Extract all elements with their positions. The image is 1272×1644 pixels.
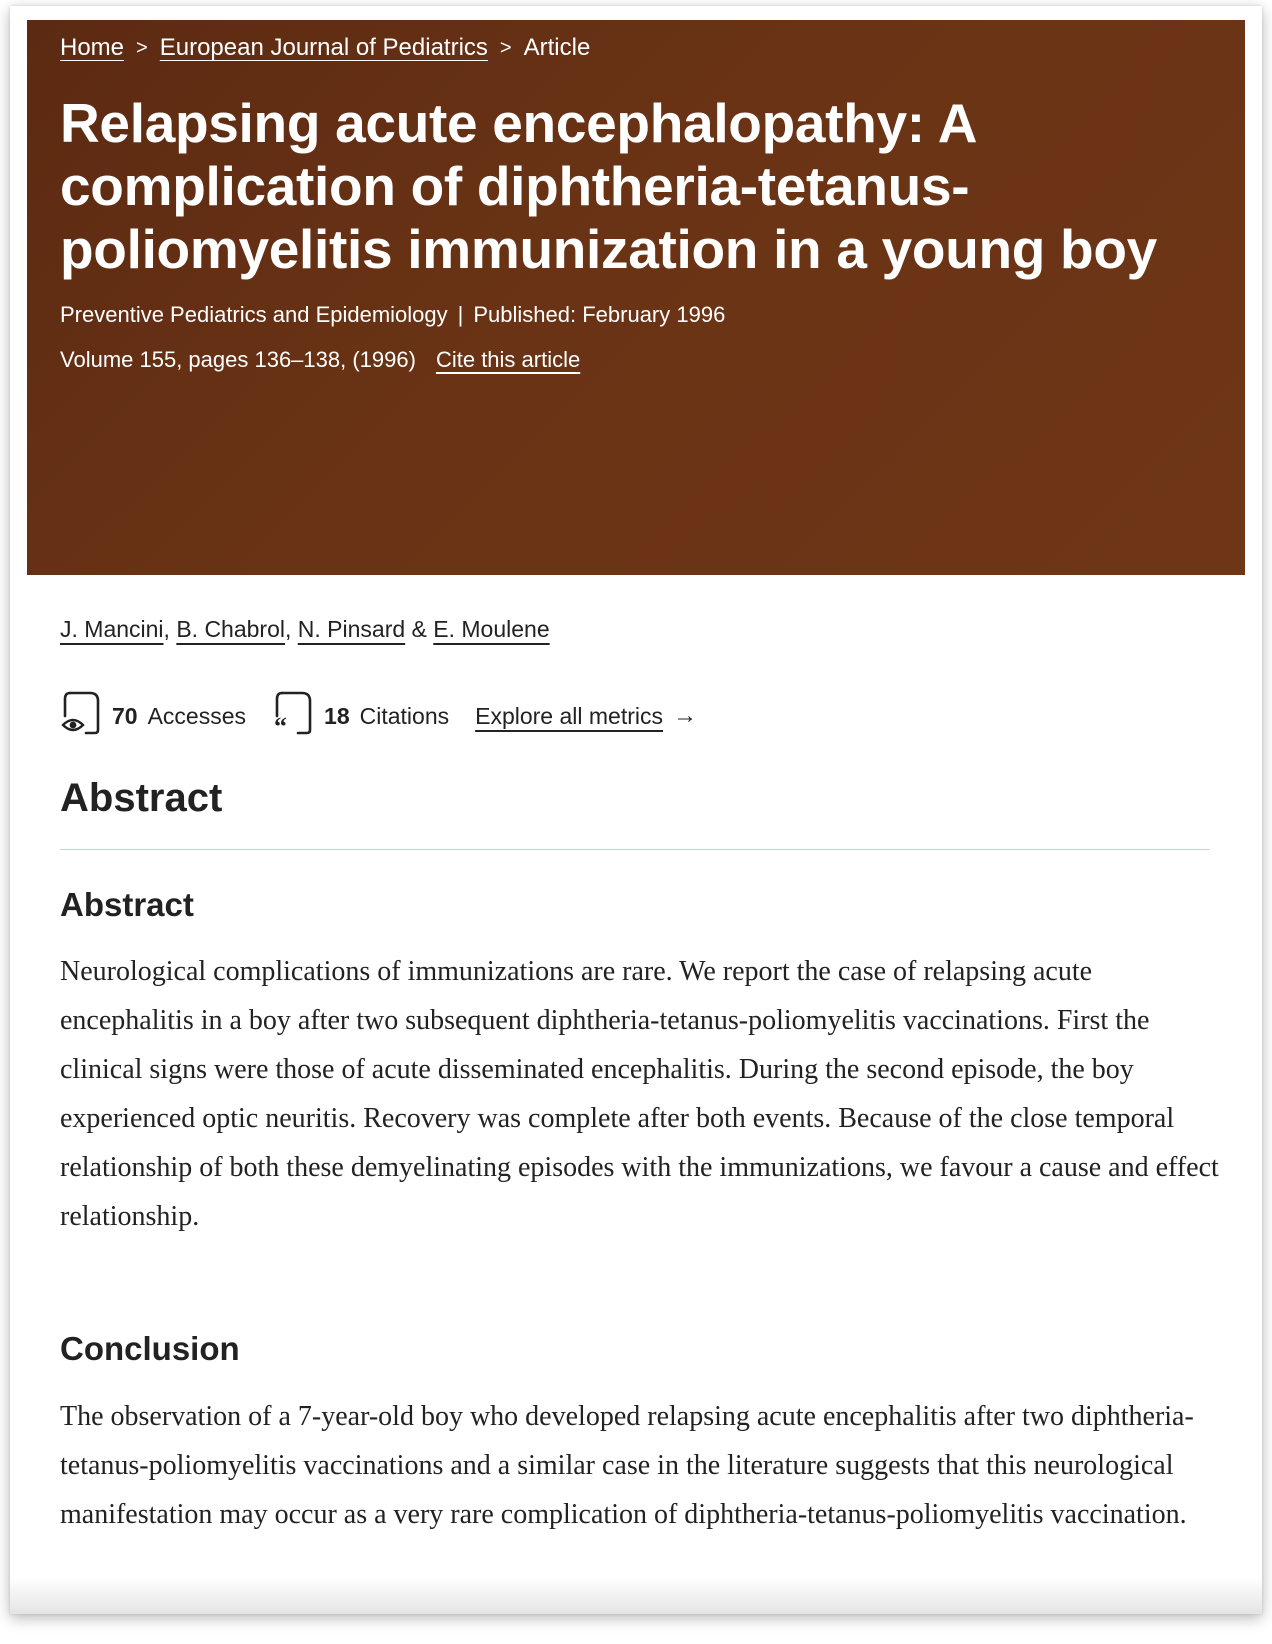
article-section: Preventive Pediatrics and Epidemiology <box>60 302 448 327</box>
article-title: Relapsing acute encephalopathy: A complication of diphtheria-tetanus-poliomyelitis immunization in a young boy <box>60 92 1157 280</box>
arrow-right-icon[interactable]: → <box>673 702 697 729</box>
article-meta-line <box>60 302 725 328</box>
section-divider <box>60 849 1210 850</box>
article-page <box>10 6 1262 1614</box>
author-separator: & <box>405 616 434 642</box>
explore-metrics-link[interactable]: Explore all metrics <box>475 702 663 729</box>
breadcrumb-separator: > <box>136 36 148 59</box>
breadcrumb-home-link[interactable]: Home <box>60 34 125 61</box>
author-link[interactable]: E. Moulene <box>433 616 550 642</box>
document-quote-icon <box>272 690 324 742</box>
meta-divider: | <box>457 302 464 327</box>
conclusion-heading: Conclusion <box>60 1330 240 1367</box>
conclusion-text: The observation of a 7-year-old boy who developed relapsing acute encephalitis after two diphtheria-tetanus-poliomyelitis vaccinations and a similar case in the literature suggests that this neurological manifestation may occur as a very rare complication of diphtheria-tetanus-poliomyelitis vaccination. <box>60 1401 1194 1530</box>
article-header <box>27 20 1245 575</box>
abstract-subheading: Abstract <box>60 886 194 923</box>
accesses-label: Accesses <box>147 702 247 729</box>
breadcrumb-journal-link[interactable]: European Journal of Pediatrics <box>159 34 488 61</box>
breadcrumb-current: Article <box>523 34 591 61</box>
accesses-count: 70 <box>112 702 138 729</box>
breadcrumb <box>60 34 590 62</box>
cite-article-link[interactable]: Cite this article <box>435 347 581 372</box>
accesses-metric <box>60 690 246 742</box>
author-separator: , <box>285 616 298 642</box>
author-list <box>60 616 550 643</box>
citations-label: Citations <box>359 702 450 729</box>
author-link[interactable]: N. Pinsard <box>297 616 406 642</box>
breadcrumb-separator: > <box>499 36 512 59</box>
volume-info: Volume 155, pages 136–138, (1996) <box>60 347 416 372</box>
article-volume-line <box>60 347 580 373</box>
page-bottom-fade <box>10 1578 1262 1614</box>
author-link[interactable]: J. Mancini <box>60 616 164 642</box>
article-metrics <box>60 692 697 740</box>
abstract-section-heading: Abstract <box>60 776 223 820</box>
author-separator: , <box>163 616 177 642</box>
citations-metric <box>272 690 449 742</box>
citations-count: 18 <box>324 702 350 729</box>
svg-text:“: “ <box>274 712 288 736</box>
document-eye-icon <box>60 690 112 742</box>
publication-date: Published: February 1996 <box>473 302 726 327</box>
author-link[interactable]: B. Chabrol <box>176 616 285 642</box>
abstract-text: Neurological complications of immunizations are rare. We report the case of relapsing acute encephalitis in a boy after two subsequent diphtheria-tetanus-poliomyelitis vaccinations. First the clinical signs were those of acute disseminated encephalitis. During the second episode, the boy experienced optic neuritis. Recovery was complete after both events. Because of the close temporal relationship of both these demyelinating episodes with the immunizations, we favour a cause and effect relationship. <box>60 956 1219 1232</box>
